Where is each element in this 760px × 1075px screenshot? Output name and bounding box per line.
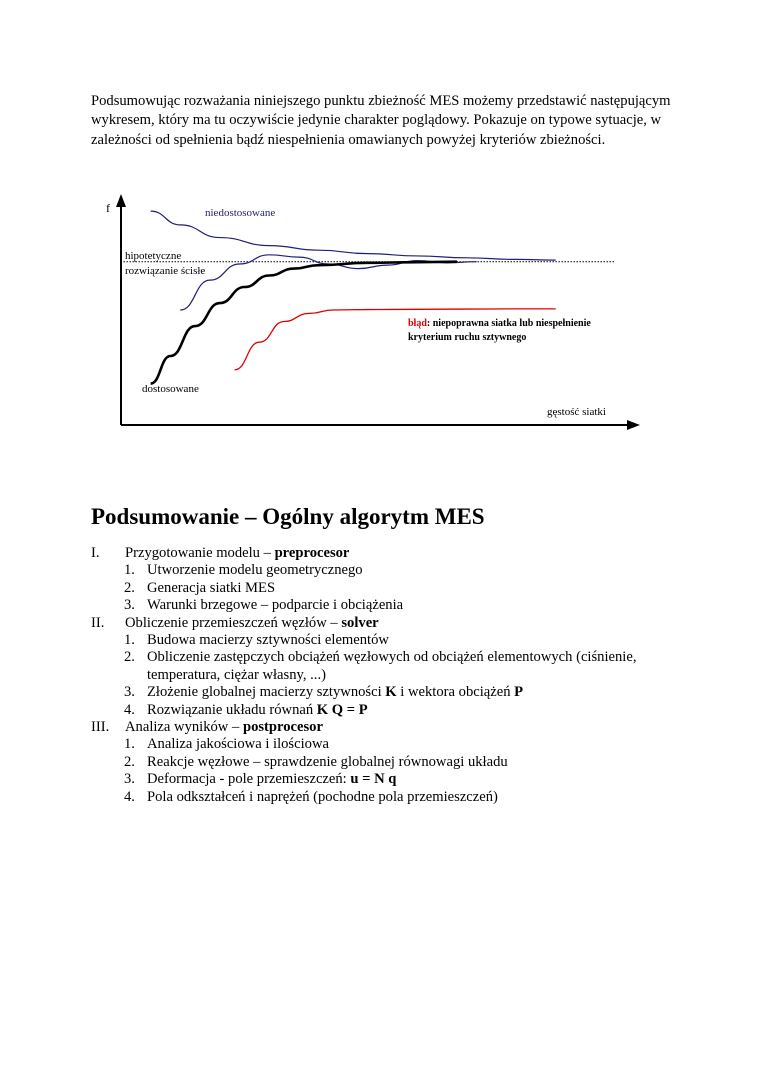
item-bold-text: K bbox=[385, 684, 397, 701]
outline-section bbox=[91, 719, 711, 736]
reference-label-line1: hipotetyczne bbox=[125, 250, 182, 262]
item-number: 2. bbox=[124, 649, 135, 666]
item-text: Analiza jakościowa i ilościowa bbox=[147, 736, 329, 753]
outline-item bbox=[91, 562, 711, 579]
section-heading: Podsumowanie – Ogólny algorytm MES bbox=[91, 504, 485, 529]
outline-section bbox=[91, 545, 711, 562]
outline-item bbox=[91, 771, 711, 788]
item-text: Pola odkształceń i naprężeń (pochodne pola przemieszczeń) bbox=[147, 788, 498, 805]
item-text: Obliczenie zastępczych obciążeń węzłowych od obciążeń elementowych (ciśnienie, temperatura, ciężar własny, ...) bbox=[147, 649, 637, 683]
section-keyword: postprocesor bbox=[242, 719, 323, 736]
y-axis-label: f bbox=[106, 201, 110, 215]
item-text: Warunki brzegowe – podparcie i obciążenia bbox=[147, 597, 404, 614]
outline-item bbox=[91, 789, 711, 806]
item-number: 4. bbox=[124, 701, 135, 718]
outline-item bbox=[91, 597, 711, 614]
outline-item bbox=[91, 649, 711, 684]
item-bold-text: u = N q bbox=[350, 771, 397, 788]
convergence-chart bbox=[0, 185, 760, 445]
label-dostosowane: dostosowane bbox=[142, 383, 199, 395]
item-text: Utworzenie modelu geometrycznego bbox=[147, 562, 363, 579]
outline-section bbox=[91, 615, 711, 632]
item-bold-text: P bbox=[514, 684, 524, 701]
item-number: 4. bbox=[124, 788, 135, 805]
algorithm-outline bbox=[91, 545, 711, 806]
item-number: 2. bbox=[124, 579, 135, 596]
item-number: 3. bbox=[124, 684, 135, 701]
outline-item bbox=[91, 736, 711, 753]
item-text: Rozwiązanie układu równań bbox=[147, 701, 317, 718]
item-text: Generacja siatki MES bbox=[147, 579, 276, 596]
intro-paragraph: Podsumowując rozważania niniejszego punktu zbieżność MES możemy przedstawić następującym wykresem, który ma tu oczywiście jedynie charakter poglądowy. Pokazuje on typowe sytuacje, w zależności od spełnienia bądź niespełnienia omawianych powyżej kryteriów zbieżności. bbox=[91, 93, 671, 148]
item-number: 1. bbox=[124, 562, 135, 579]
section-number: II. bbox=[91, 614, 105, 631]
item-text: Reakcje węzłowe – sprawdzenie globalnej równowagi układu bbox=[147, 753, 508, 770]
item-text: Budowa macierzy sztywności elementów bbox=[147, 632, 389, 649]
section-keyword: solver bbox=[341, 614, 379, 631]
x-axis-label: gęstość siatki bbox=[547, 406, 606, 418]
item-number: 2. bbox=[124, 753, 135, 770]
y-axis-arrow bbox=[116, 194, 126, 207]
section-keyword: preprocesor bbox=[274, 545, 350, 561]
outline-item bbox=[91, 702, 711, 719]
label-blad bbox=[408, 318, 591, 329]
item-bold-text: K Q = P bbox=[316, 701, 368, 718]
label-blad-text: : niepoprawna siatka lub niespełnienie bbox=[426, 318, 591, 329]
item-number: 3. bbox=[124, 597, 135, 614]
label-niedostosowane: niedostosowane bbox=[205, 207, 276, 219]
item-number: 3. bbox=[124, 771, 135, 788]
item-text: Złożenie globalnej macierzy sztywności bbox=[147, 684, 386, 701]
item-text: i wektora obciążeń bbox=[396, 684, 515, 701]
section-number: I. bbox=[91, 545, 100, 561]
outline-item bbox=[91, 684, 711, 701]
outline-item bbox=[91, 580, 711, 597]
outline-item bbox=[91, 754, 711, 771]
outline-item bbox=[91, 632, 711, 649]
section-title: Analiza wyników – bbox=[125, 719, 243, 736]
item-number: 1. bbox=[124, 736, 135, 753]
section-title: Obliczenie przemieszczeń węzłów – bbox=[125, 614, 342, 631]
label-blad-prefix: błąd bbox=[408, 318, 427, 329]
item-number: 1. bbox=[124, 632, 135, 649]
section-title: Przygotowanie modelu – bbox=[125, 545, 275, 561]
x-axis-arrow bbox=[627, 420, 640, 430]
reference-label-line2: rozwiązanie ścisłe bbox=[125, 265, 206, 277]
section-number: III. bbox=[91, 719, 110, 736]
label-blad-line2: kryterium ruchu sztywnego bbox=[408, 332, 527, 343]
item-text: Deformacja - pole przemieszczeń: bbox=[147, 771, 351, 788]
